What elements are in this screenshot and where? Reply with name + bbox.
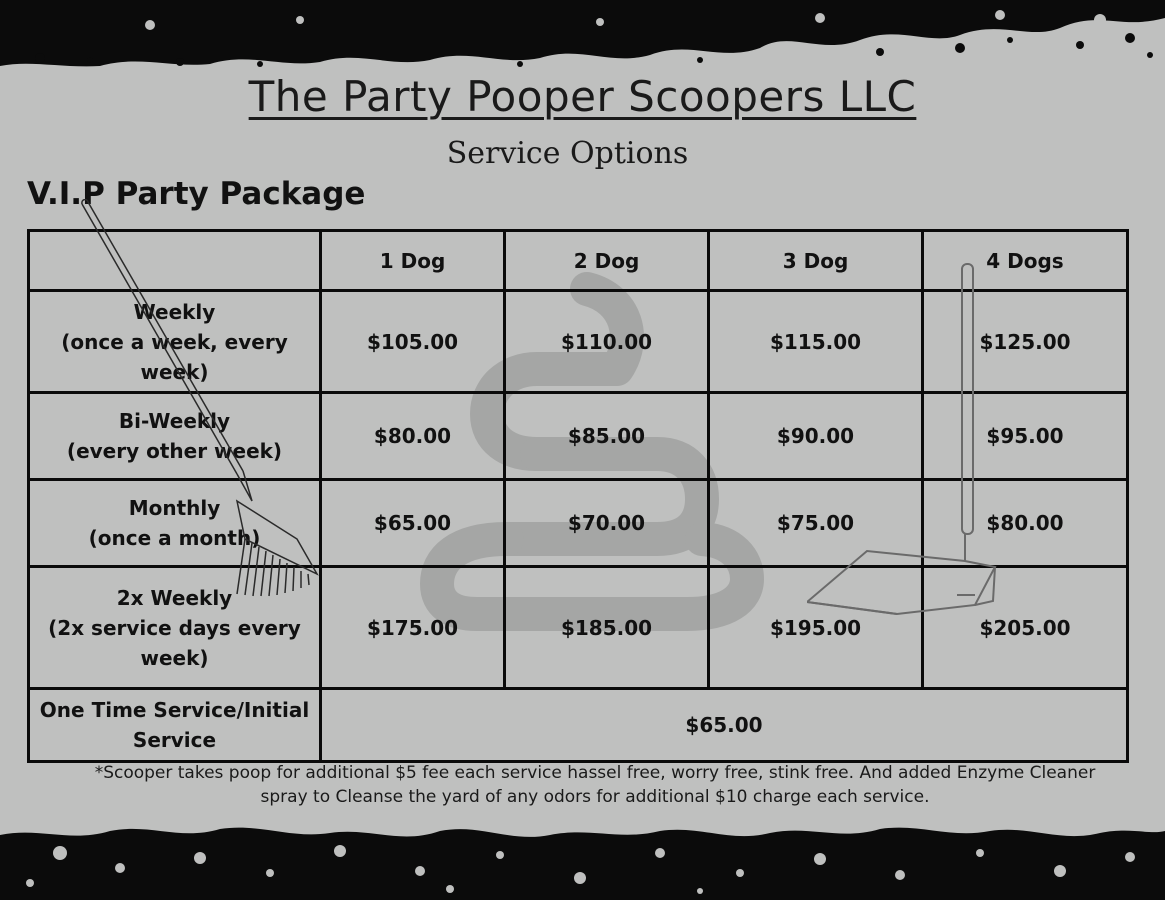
table-row <box>29 567 1128 689</box>
row-label-line: Bi-Weekly <box>118 409 231 433</box>
price-cell: $70.00 <box>505 480 709 567</box>
price-cell: $175.00 <box>321 567 505 689</box>
row-label-line: (every other week) <box>66 439 283 463</box>
price-cell: $105.00 <box>321 291 505 393</box>
package-name: V.I.P Party Package <box>27 176 366 212</box>
row-label-line: Monthly <box>128 496 221 520</box>
price-cell-one-time: $65.00 <box>321 689 1128 762</box>
row-label-monthly <box>29 480 321 567</box>
price-cell: $85.00 <box>505 393 709 480</box>
row-label-weekly <box>29 291 321 393</box>
bottom-splatter-border <box>0 823 1165 900</box>
price-cell: $185.00 <box>505 567 709 689</box>
header-cell-1-dog: 1 Dog <box>321 231 505 291</box>
price-cell: $90.00 <box>709 393 923 480</box>
row-label-line: (once a week, every week) <box>61 329 288 384</box>
header-cell-empty <box>29 231 321 291</box>
price-cell: $125.00 <box>923 291 1128 393</box>
row-label-line: (2x service days every week) <box>48 615 301 670</box>
table-header-row <box>29 231 1128 291</box>
row-label-line: (once a month) <box>88 526 261 550</box>
page-title: The Party Pooper Scoopers LLC <box>248 72 917 121</box>
header-cell-2-dog: 2 Dog <box>505 231 709 291</box>
price-cell: $205.00 <box>923 567 1128 689</box>
table-row <box>29 393 1128 480</box>
price-cell: $110.00 <box>505 291 709 393</box>
price-cell: $75.00 <box>709 480 923 567</box>
table-row-one-time <box>29 689 1128 762</box>
top-splatter-border <box>0 0 1165 69</box>
price-cell: $80.00 <box>923 480 1128 567</box>
header-cell-3-dog: 3 Dog <box>709 231 923 291</box>
row-label-line: 2x Weekly <box>116 585 233 610</box>
row-label-bi-weekly <box>29 393 321 480</box>
price-cell: $115.00 <box>709 291 923 393</box>
header-cell-4-dogs: 4 Dogs <box>923 231 1128 291</box>
price-cell: $95.00 <box>923 393 1128 480</box>
row-label-line: Weekly <box>133 299 216 324</box>
price-cell: $65.00 <box>321 480 505 567</box>
row-label-one-time: One Time Service/Initial Service <box>29 689 321 762</box>
table-row <box>29 480 1128 567</box>
price-cell: $80.00 <box>321 393 505 480</box>
price-cell: $195.00 <box>709 567 923 689</box>
footnote: *Scooper takes poop for additional $5 fee each service hassel free, worry free, stink free. And added Enzyme Cleaner spray to Cleanse the yard of any odors for additional $10 charge each service. <box>94 763 1096 807</box>
page-subtitle: Service Options <box>446 136 689 171</box>
pricing-table-wrap <box>27 229 1126 760</box>
table-row <box>29 291 1128 393</box>
pricing-table <box>27 229 1129 763</box>
row-label-2x-weekly <box>29 567 321 689</box>
